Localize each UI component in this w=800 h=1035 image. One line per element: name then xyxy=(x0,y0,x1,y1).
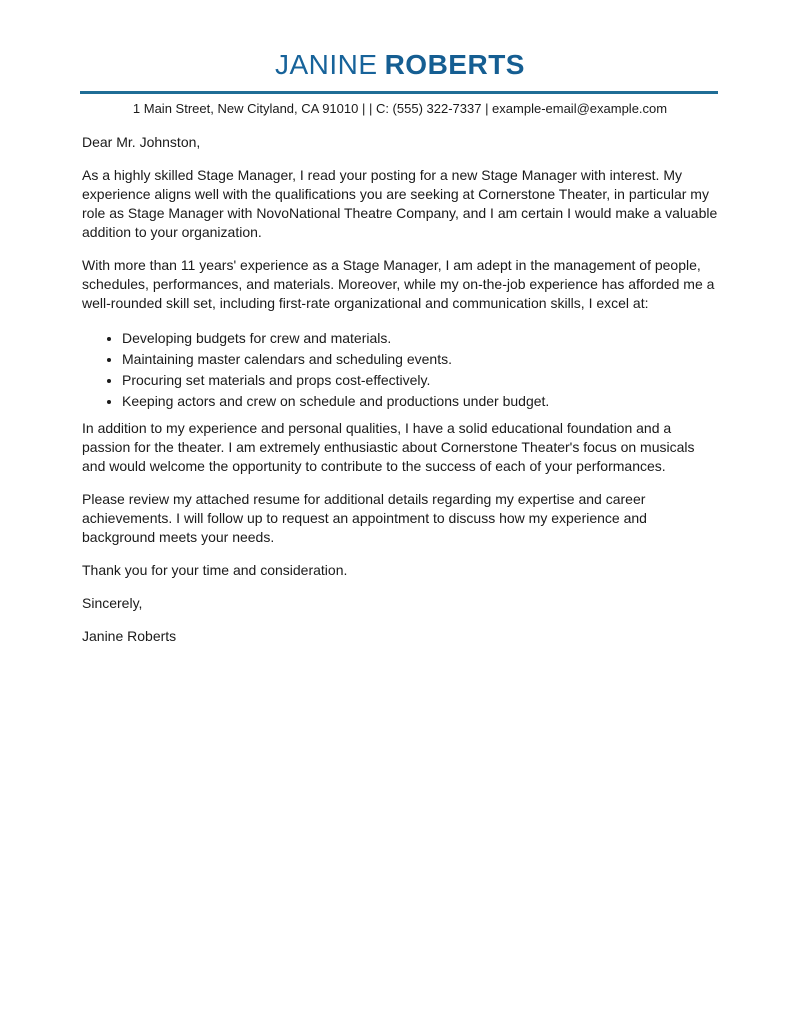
closing: Sincerely, xyxy=(82,595,143,611)
skills-list xyxy=(82,329,718,411)
letter-header xyxy=(0,0,800,117)
skills-list-item: • Developing budgets for crew and materials. xyxy=(122,329,718,348)
paragraph-intro: As a highly skilled Stage Manager, I read your posting for a new Stage Manager with interest. My experience aligns well with the qualifications you are seeking at Cornerstone Theater, in particular my role as Stage Manager with NovoNational Theatre Company, and I am certain I would make a valuable addition to your organization. xyxy=(82,167,718,240)
candidate-name xyxy=(0,50,800,80)
salutation: Dear Mr. Johnston, xyxy=(82,134,201,150)
candidate-last-name: ROBERTS xyxy=(384,49,525,80)
skills-list-item: • Maintaining master calendars and scheduling events. xyxy=(122,350,718,369)
skills-list-item: • Procuring set materials and props cost-effectively. xyxy=(122,371,718,390)
letter-body xyxy=(82,133,718,646)
contact-line: 1 Main Street, New Cityland, CA 91010 | | C: (555) 322-7337 | example-email@example.com xyxy=(132,101,668,116)
paragraph-qualities: In addition to my experience and personal qualities, I have a solid educational foundation and a passion for the theater. I am extremely enthusiastic about Cornerstone Theater's focus on musicals and would welcome the opportunity to contribute to the success of each of your performances. xyxy=(82,420,695,474)
candidate-first-name: JANINE xyxy=(275,49,378,80)
paragraph-thanks: Thank you for your time and consideration. xyxy=(82,562,348,578)
header-rule xyxy=(80,91,718,94)
paragraph-resume: Please review my attached resume for additional details regarding my expertise and career achievements. I will follow up to request an appointment to discuss how my experience and background meets your needs. xyxy=(82,491,647,545)
paragraph-experience: With more than 11 years' experience as a Stage Manager, I am adept in the management of people, schedules, performances, and materials. Moreover, while my on-the-job experience has afforded me a well-rounded skill set, including first-rate organizational and communication skills, I excel at: xyxy=(82,257,715,311)
skills-list-item: • Keeping actors and crew on schedule and productions under budget. xyxy=(122,392,718,411)
signature: Janine Roberts xyxy=(82,628,177,644)
